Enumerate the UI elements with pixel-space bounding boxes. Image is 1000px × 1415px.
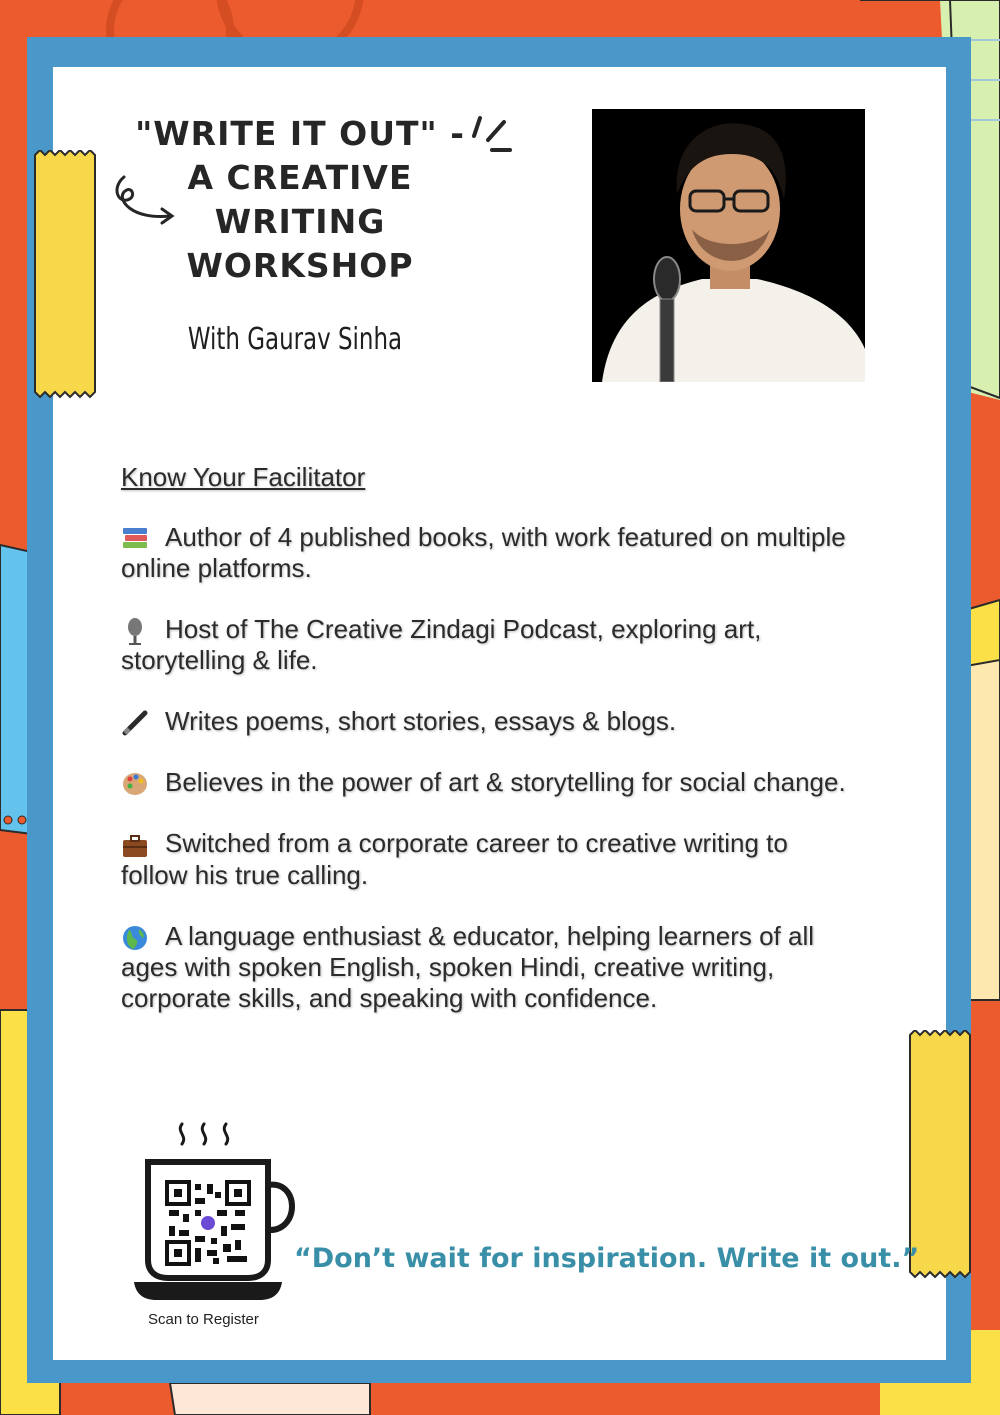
globe-icon: [121, 924, 151, 952]
coffee-cup-qr-code[interactable]: [130, 1120, 305, 1305]
bullet-text: Writes poems, short stories, essays & blogs.: [165, 706, 677, 737]
scan-to-register-label: Scan to Register: [148, 1311, 259, 1328]
emphasis-strokes-icon: [470, 110, 520, 160]
facilitator-bullet-list: [121, 522, 861, 1044]
palette-icon: [121, 770, 151, 798]
bullet-item: [121, 828, 861, 890]
bullet-text: Author of 4 published books, with work featured on multiple online platforms.: [121, 522, 846, 583]
bullet-text: Host of The Creative Zindagi Podcast, exploring art, storytelling & life.: [121, 614, 762, 676]
bullet-text: A language enthusiast & educator, helping learners of all ages with spoken English, spoken Hindi, creative writing, corporate skills, and speaking with confidence.: [121, 920, 815, 1013]
microphone-icon: [121, 617, 151, 645]
facilitator-photo: [592, 109, 865, 382]
section-title: Know Your Facilitator: [121, 462, 366, 492]
tape-decoration-left: [30, 150, 100, 400]
pen-icon: [121, 709, 151, 737]
bullet-item: [121, 706, 861, 737]
facilitator-name: With Gaurav Sinha: [187, 322, 403, 357]
bullet-text: Believes in the power of art & storytelling for social change.: [165, 767, 846, 798]
bullet-item: [121, 522, 861, 584]
closing-quote: “Don’t wait for inspiration. Write it out.”: [294, 1243, 920, 1274]
curly-arrow-icon: [112, 172, 182, 232]
workshop-title: "WRITE IT OUT" - A CREATIVE WRITING WORKSHOP: [135, 114, 465, 285]
bullet-item: [121, 921, 861, 1014]
briefcase-icon: [121, 832, 151, 860]
bullet-item: [121, 767, 861, 798]
bullet-item: [121, 614, 861, 676]
portrait-illustration: [592, 109, 865, 382]
books-icon: [121, 526, 151, 552]
bullet-text: Switched from a corporate career to creative writing to follow his true calling.: [121, 828, 788, 890]
